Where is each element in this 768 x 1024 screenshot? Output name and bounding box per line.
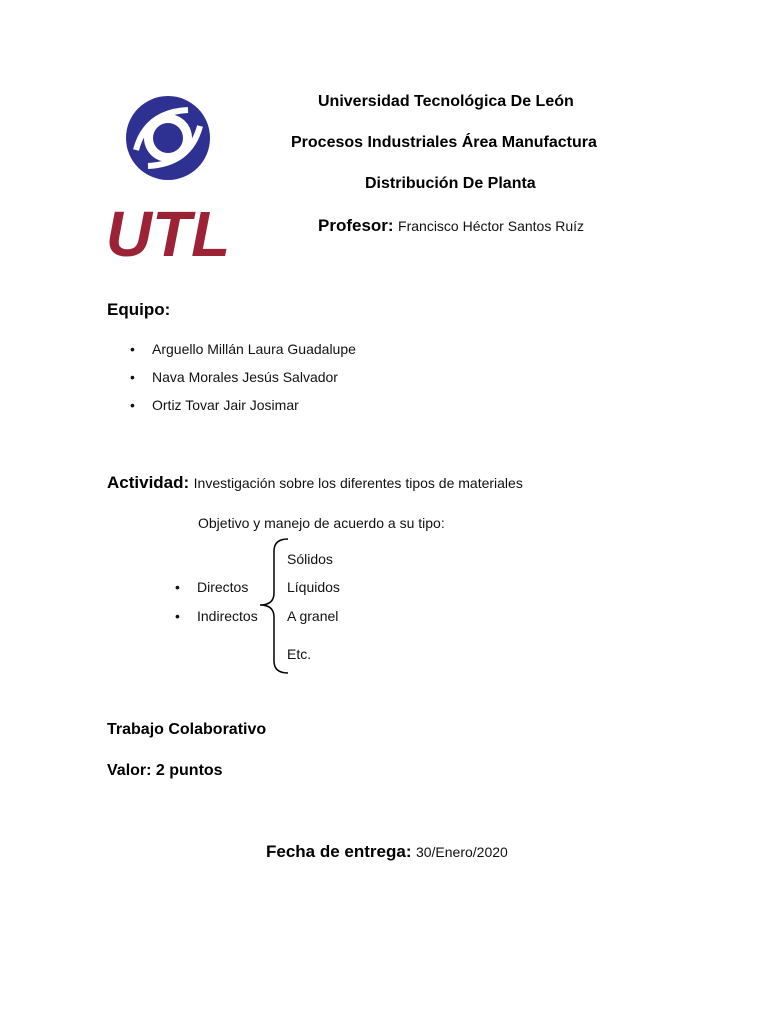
material-state: Etc.: [287, 646, 312, 662]
team-member: • Nava Morales Jesús Salvador: [152, 369, 356, 397]
activity-label: Actividad:: [107, 473, 190, 492]
objective-text: Objetivo y manejo de acuerdo a su tipo:: [198, 515, 445, 531]
delivery-label: Fecha de entrega:: [266, 842, 412, 861]
material-type: • Directos: [197, 579, 258, 608]
team-label: Equipo:: [107, 300, 171, 319]
program-name: Procesos Industriales Área Manufactura: [291, 134, 597, 151]
material-state: Líquidos: [287, 579, 340, 595]
team-members-list: [152, 341, 356, 425]
work-type: Trabajo Colaborativo: [107, 721, 267, 738]
delivery-date: 30/Enero/2020: [415, 844, 508, 860]
delivery-line: [266, 842, 508, 862]
utl-logo-graphic: [106, 88, 230, 260]
material-state: A granel: [287, 608, 339, 624]
material-types-list: [197, 579, 258, 637]
activity-text: Investigación sobre los diferentes tipos de materiales: [193, 475, 523, 491]
material-state: Sólidos: [287, 551, 333, 567]
professor-name: Francisco Héctor Santos Ruíz: [398, 218, 584, 234]
activity-line: [107, 473, 523, 493]
team-member: • Arguello Millán Laura Guadalupe: [152, 341, 356, 369]
subject-name: Distribución De Planta: [365, 175, 536, 192]
utl-logo: [106, 88, 230, 260]
professor-label: Profesor:: [318, 216, 394, 235]
logo-text: UTL: [106, 198, 230, 260]
team-member: • Ortiz Tovar Jair Josimar: [152, 397, 356, 425]
university-name: Universidad Tecnológica De León: [318, 93, 574, 110]
material-type: • Indirectos: [197, 608, 258, 637]
professor-line: [318, 216, 584, 236]
work-value: Valor: 2 puntos: [107, 762, 223, 779]
curly-brace: [256, 537, 290, 675]
